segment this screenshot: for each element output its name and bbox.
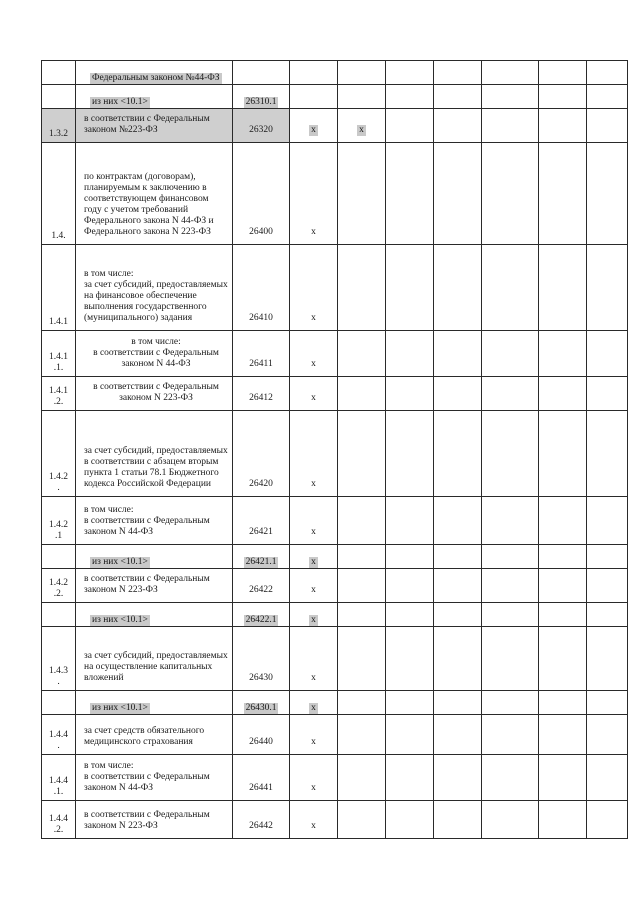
- empty-cell: [539, 411, 587, 497]
- row-description-cell: [76, 245, 233, 331]
- row-x2-mark: x: [359, 125, 364, 135]
- empty-cell: [434, 801, 482, 839]
- empty-cell: [482, 801, 539, 839]
- row-x-cell: [290, 569, 338, 603]
- row-number: 1.4.1 .2.: [49, 386, 68, 407]
- row-description-cell: [76, 691, 233, 715]
- empty-cell: [539, 715, 587, 755]
- table-row: [42, 109, 628, 143]
- empty-cell: [482, 377, 539, 411]
- empty-cell: [482, 545, 539, 569]
- empty-cell: [434, 603, 482, 627]
- row-number: 1.4.1 .1.: [49, 352, 68, 373]
- row-description: в соответствии с Федеральным законом №223-ФЗ: [84, 114, 210, 135]
- empty-cell: [539, 143, 587, 245]
- row-x-mark: x: [311, 821, 316, 831]
- table-row: [42, 245, 628, 331]
- row-code-cell: [233, 143, 290, 245]
- empty-cell: [539, 109, 587, 143]
- table-row: [42, 627, 628, 691]
- empty-cell: [587, 497, 628, 545]
- row-number-cell: [42, 603, 76, 627]
- empty-cell: [386, 801, 434, 839]
- row-number-cell: [42, 411, 76, 497]
- row-x2-cell: [338, 497, 386, 545]
- table-row: [42, 85, 628, 109]
- row-x2-cell: [338, 411, 386, 497]
- row-description-cell: [76, 715, 233, 755]
- row-code-cell: [233, 569, 290, 603]
- empty-cell: [434, 691, 482, 715]
- empty-cell: [587, 627, 628, 691]
- row-description-cell: [76, 411, 233, 497]
- row-number-cell: [42, 331, 76, 377]
- row-x-cell: [290, 85, 338, 109]
- row-x-cell: [290, 691, 338, 715]
- empty-cell: [386, 603, 434, 627]
- row-description: в том числе: в соответствии с Федеральным законом N 44-ФЗ: [93, 337, 219, 369]
- row-code: 26310.1: [245, 97, 277, 107]
- row-number: 1.4.2 .1: [49, 520, 68, 541]
- row-number: 1.4.4 .: [49, 730, 68, 751]
- row-description: в соответствии с Федеральным законом N 223-ФЗ: [84, 574, 210, 595]
- empty-cell: [539, 377, 587, 411]
- empty-cell: [386, 85, 434, 109]
- empty-cell: [482, 569, 539, 603]
- row-number: 1.4.2 .: [49, 472, 68, 493]
- empty-cell: [434, 331, 482, 377]
- empty-cell: [434, 85, 482, 109]
- row-code: 26412: [249, 393, 273, 403]
- empty-cell: [539, 61, 587, 85]
- row-x-cell: [290, 331, 338, 377]
- empty-cell: [482, 755, 539, 801]
- empty-cell: [482, 691, 539, 715]
- empty-cell: [386, 569, 434, 603]
- empty-cell: [386, 755, 434, 801]
- empty-cell: [539, 245, 587, 331]
- empty-cell: [386, 377, 434, 411]
- row-code: 26440: [249, 737, 273, 747]
- row-description-cell: [76, 377, 233, 411]
- row-x-cell: [290, 377, 338, 411]
- row-description-cell: [76, 603, 233, 627]
- row-description-cell: [76, 569, 233, 603]
- table-row: [42, 801, 628, 839]
- empty-cell: [386, 411, 434, 497]
- row-number-cell: [42, 691, 76, 715]
- row-code: 26430: [249, 673, 273, 683]
- row-code-cell: [233, 801, 290, 839]
- table-row: [42, 331, 628, 377]
- empty-cell: [386, 497, 434, 545]
- row-description-cell: [76, 143, 233, 245]
- row-description-cell: [76, 331, 233, 377]
- empty-cell: [386, 627, 434, 691]
- row-x-cell: [290, 755, 338, 801]
- row-x2-cell: [338, 85, 386, 109]
- row-code-cell: [233, 545, 290, 569]
- row-description: в соответствии с Федеральным законом N 223-ФЗ: [93, 382, 219, 403]
- row-code-cell: [233, 627, 290, 691]
- empty-cell: [587, 755, 628, 801]
- row-code: 26422.1: [245, 615, 277, 625]
- row-number-cell: [42, 715, 76, 755]
- row-code-cell: [233, 715, 290, 755]
- row-x2-cell: [338, 569, 386, 603]
- table-body: [42, 61, 628, 839]
- empty-cell: [539, 627, 587, 691]
- table-row: [42, 603, 628, 627]
- row-code: 26421.1: [245, 557, 277, 567]
- row-x2-cell: [338, 603, 386, 627]
- empty-cell: [434, 627, 482, 691]
- empty-cell: [386, 715, 434, 755]
- row-x-mark: x: [311, 393, 316, 403]
- row-x-mark: x: [311, 479, 316, 489]
- row-code: 26320: [249, 125, 273, 135]
- row-description: в соответствии с Федеральным законом N 223-ФЗ: [84, 810, 210, 831]
- row-number-cell: [42, 377, 76, 411]
- row-code-cell: [233, 691, 290, 715]
- row-x-cell: [290, 61, 338, 85]
- empty-cell: [386, 331, 434, 377]
- row-x-cell: [290, 627, 338, 691]
- empty-cell: [587, 411, 628, 497]
- row-x-mark: x: [311, 557, 316, 567]
- row-code: 26420: [249, 479, 273, 489]
- table-row: [42, 569, 628, 603]
- row-number-cell: [42, 85, 76, 109]
- empty-cell: [539, 497, 587, 545]
- row-description: в том числе: за счет субсидий, предоставляемых на финансовое обеспечение выполнения государственного (муниципального) задания: [84, 269, 228, 323]
- row-number: 1.4.4 .1.: [49, 776, 68, 797]
- row-x-mark: x: [311, 227, 316, 237]
- row-x-cell: [290, 603, 338, 627]
- empty-cell: [482, 715, 539, 755]
- row-description: из них <10.1>: [92, 97, 148, 107]
- row-x-mark: x: [311, 673, 316, 683]
- row-code: 26421: [249, 527, 273, 537]
- row-code-cell: [233, 755, 290, 801]
- empty-cell: [587, 245, 628, 331]
- row-code-cell: [233, 245, 290, 331]
- empty-cell: [482, 61, 539, 85]
- row-x2-cell: [338, 627, 386, 691]
- row-description: из них <10.1>: [92, 615, 148, 625]
- row-x2-cell: [338, 61, 386, 85]
- empty-cell: [482, 85, 539, 109]
- empty-cell: [587, 691, 628, 715]
- table-row: [42, 545, 628, 569]
- table-row: [42, 61, 628, 85]
- row-description: в том числе: в соответствии с Федеральным законом N 44-ФЗ: [84, 761, 210, 793]
- empty-cell: [482, 331, 539, 377]
- row-number: 1.4.1: [49, 317, 68, 327]
- row-x2-cell: [338, 715, 386, 755]
- empty-cell: [482, 497, 539, 545]
- table-row: [42, 755, 628, 801]
- row-description: в том числе: в соответствии с Федеральным законом N 44-ФЗ: [84, 505, 210, 537]
- row-code-cell: [233, 411, 290, 497]
- row-code-cell: [233, 497, 290, 545]
- empty-cell: [539, 755, 587, 801]
- row-description-cell: [76, 61, 233, 85]
- row-x-mark: x: [311, 313, 316, 323]
- row-x2-cell: [338, 245, 386, 331]
- empty-cell: [434, 755, 482, 801]
- empty-cell: [482, 109, 539, 143]
- empty-cell: [434, 411, 482, 497]
- row-x2-cell: [338, 545, 386, 569]
- empty-cell: [539, 85, 587, 109]
- empty-cell: [434, 143, 482, 245]
- row-number-cell: [42, 627, 76, 691]
- row-description: из них <10.1>: [92, 557, 148, 567]
- row-code-cell: [233, 109, 290, 143]
- row-description: за счет субсидий, предоставляемых в соответствии с абзацем вторым пункта 1 статьи 78.1 Бюджетного кодекса Российской Федерации: [84, 446, 228, 489]
- row-code-cell: [233, 603, 290, 627]
- row-description-cell: [76, 545, 233, 569]
- row-x-cell: [290, 715, 338, 755]
- empty-cell: [386, 691, 434, 715]
- row-x-cell: [290, 245, 338, 331]
- row-code-cell: [233, 61, 290, 85]
- empty-cell: [587, 109, 628, 143]
- empty-cell: [587, 143, 628, 245]
- row-x-cell: [290, 143, 338, 245]
- row-x-cell: [290, 801, 338, 839]
- row-description: из них <10.1>: [92, 703, 148, 713]
- row-x-mark: x: [311, 737, 316, 747]
- row-x-mark: x: [311, 527, 316, 537]
- row-description-cell: [76, 801, 233, 839]
- empty-cell: [386, 109, 434, 143]
- row-number-cell: [42, 569, 76, 603]
- row-x-mark: x: [311, 703, 316, 713]
- row-description-cell: [76, 85, 233, 109]
- row-code: 26441: [249, 783, 273, 793]
- row-x-mark: x: [311, 615, 316, 625]
- empty-cell: [587, 603, 628, 627]
- row-code: 26442: [249, 821, 273, 831]
- row-description-cell: [76, 109, 233, 143]
- row-x2-cell: [338, 331, 386, 377]
- row-description-cell: [76, 497, 233, 545]
- row-description: по контрактам (договорам), планируемым к заключению в соответствующем финансовом году с учетом требований Федерального закона N 44-ФЗ и Федерального закона N 223-ФЗ: [84, 172, 214, 237]
- empty-cell: [434, 61, 482, 85]
- table-row: [42, 143, 628, 245]
- row-x-mark: x: [311, 125, 316, 135]
- row-number-cell: [42, 61, 76, 85]
- empty-cell: [587, 85, 628, 109]
- empty-cell: [587, 377, 628, 411]
- empty-cell: [386, 143, 434, 245]
- row-number-cell: [42, 755, 76, 801]
- empty-cell: [434, 715, 482, 755]
- table-row: [42, 411, 628, 497]
- empty-cell: [434, 109, 482, 143]
- row-x-cell: [290, 109, 338, 143]
- table-row: [42, 497, 628, 545]
- empty-cell: [539, 603, 587, 627]
- row-description-cell: [76, 755, 233, 801]
- empty-cell: [587, 569, 628, 603]
- row-number-cell: [42, 109, 76, 143]
- empty-cell: [587, 715, 628, 755]
- row-number-cell: [42, 143, 76, 245]
- row-code: 26430.1: [245, 703, 277, 713]
- row-description: за счет субсидий, предоставляемых на осуществление капитальных вложений: [84, 651, 228, 683]
- empty-cell: [539, 691, 587, 715]
- empty-cell: [482, 603, 539, 627]
- report-table: [41, 60, 628, 839]
- row-x2-cell: [338, 755, 386, 801]
- row-x2-cell: [338, 691, 386, 715]
- row-x-cell: [290, 545, 338, 569]
- row-x2-cell: [338, 109, 386, 143]
- row-x2-cell: [338, 377, 386, 411]
- empty-cell: [386, 245, 434, 331]
- empty-cell: [434, 245, 482, 331]
- row-x-cell: [290, 497, 338, 545]
- empty-cell: [482, 627, 539, 691]
- row-code: 26400: [249, 227, 273, 237]
- row-number: 1.3.2: [49, 129, 68, 139]
- empty-cell: [587, 331, 628, 377]
- row-code-cell: [233, 85, 290, 109]
- row-number: 1.4.3 .: [49, 666, 68, 687]
- row-number: 1.4.2 .2.: [49, 578, 68, 599]
- row-x-mark: x: [311, 783, 316, 793]
- row-code: 26422: [249, 585, 273, 595]
- empty-cell: [587, 61, 628, 85]
- empty-cell: [386, 61, 434, 85]
- row-description: за счет средств обязательного медицинского страхования: [84, 726, 205, 747]
- empty-cell: [482, 245, 539, 331]
- row-number: 1.4.: [51, 231, 66, 241]
- table-row: [42, 691, 628, 715]
- row-x-cell: [290, 411, 338, 497]
- table-row: [42, 715, 628, 755]
- empty-cell: [386, 545, 434, 569]
- empty-cell: [539, 569, 587, 603]
- empty-cell: [482, 411, 539, 497]
- empty-cell: [482, 143, 539, 245]
- empty-cell: [539, 801, 587, 839]
- row-x2-cell: [338, 801, 386, 839]
- empty-cell: [587, 545, 628, 569]
- row-code: 26411: [249, 359, 273, 369]
- empty-cell: [539, 331, 587, 377]
- row-code-cell: [233, 331, 290, 377]
- row-number-cell: [42, 245, 76, 331]
- row-x-mark: x: [311, 585, 316, 595]
- table-row: [42, 377, 628, 411]
- empty-cell: [434, 569, 482, 603]
- empty-cell: [434, 497, 482, 545]
- empty-cell: [539, 545, 587, 569]
- row-number: 1.4.4 .2.: [49, 814, 68, 835]
- row-description: Федеральным законом №44-ФЗ: [92, 73, 220, 83]
- empty-cell: [434, 377, 482, 411]
- row-code-cell: [233, 377, 290, 411]
- row-x-mark: x: [311, 359, 316, 369]
- row-number-cell: [42, 801, 76, 839]
- row-description-cell: [76, 627, 233, 691]
- row-number-cell: [42, 545, 76, 569]
- row-number-cell: [42, 497, 76, 545]
- row-code: 26410: [249, 313, 273, 323]
- row-x2-cell: [338, 143, 386, 245]
- empty-cell: [434, 545, 482, 569]
- empty-cell: [587, 801, 628, 839]
